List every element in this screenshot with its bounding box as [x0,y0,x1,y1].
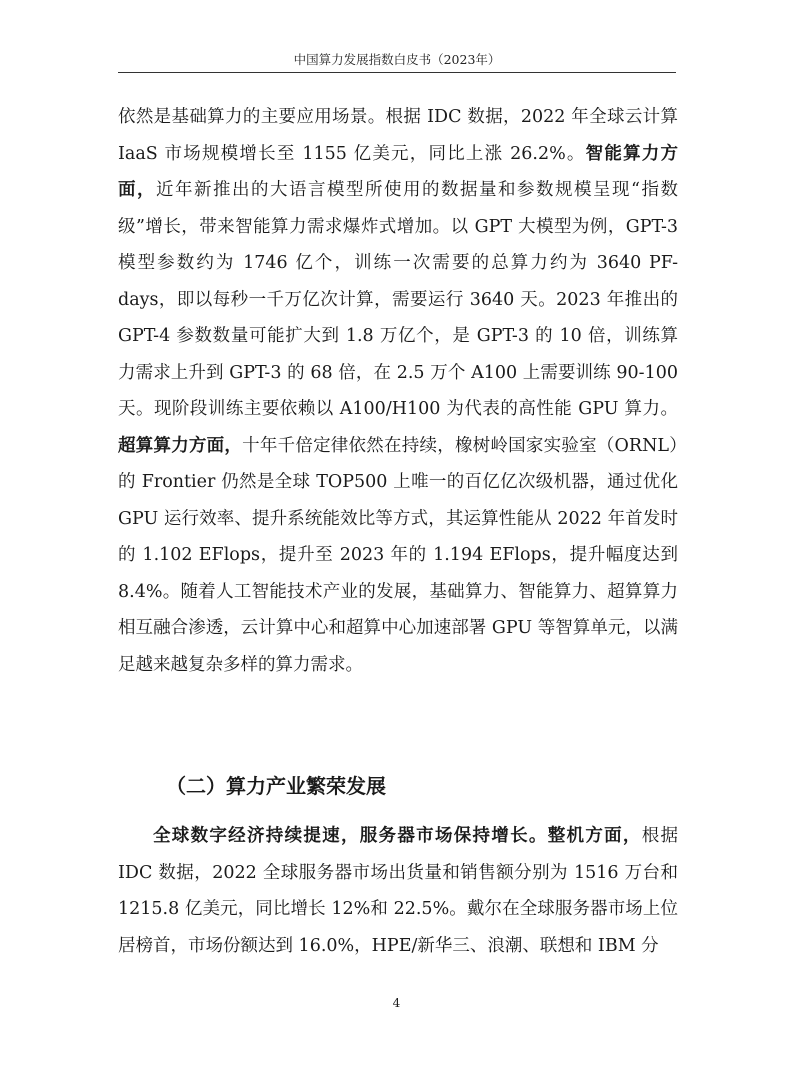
paragraph-supercomputing-text: 十年千倍定律依然在持续，橡树岭国家实验室（ORNL）的 Frontier 仍然是全球 TOP500 上唯一的百亿亿次级机器，通过优化 GPU 运行效率、提升系统能效比等方式，其运算性能从 2022 年首发时的 1.102 EFlops，提升至 2023 年的 1.194 EFlops，提升幅度达到 8.4%。随着人工智能技术产业的发展，基础算力、智能算力、超算算力相互融合渗透，云计算中心和超算中心加速部署 GPU 等智算单元，以满足越来越复杂多样的算力需求。 [118,435,678,675]
paragraph-intro-text: 依然是基础算力的主要应用场景。根据 IDC 数据，2022 年全球云计算 IaaS 市场规模增长至 1155 亿美元，同比上涨 26.2%。 [118,107,678,164]
section-heading: （二）算力产业繁荣发展 [166,774,386,798]
page-header-title: 中国算力发展指数白皮书（2023年） [293,52,501,67]
header-divider [118,72,676,73]
body-paragraph-server-market [118,818,678,964]
page-number: 4 [392,996,401,1010]
paragraph-server-text: 根据 IDC 数据，2022 全球服务器市场出货量和销售额分别为 1516 万台和 1215.8 亿美元，同比增长 12%和 22.5%。戴尔在全球服务器市场上位居榜首，市场份额达到 16.0%，HPE/新华三、浪潮、联想和 IBM 分 [118,826,678,956]
highlight-intelligent-computing: 智能算力方面， [118,143,678,200]
paragraph-intelligent-text: 近年新推出的大语言模型所使用的数据量和参数规模呈现“指数级”增长，带来智能算力需求爆炸式增加。以 GPT 大模型为例，GPT-3 模型参数约为 1746 亿个，训练一次需要的总算力约为 3640 PF-days，即以每秒一千万亿次计算，需要运行 3640 天。2023 年推出的 GPT-4 参数数量可能扩大到 1.8 万亿个，是 GPT-3 的 10 倍，训练算力需求上升到 GPT-3 的 68 倍，在 2.5 万个 A100 上需要训练 90-100 天。现阶段训练主要依赖以 A100/H100 为代表的高性能 GPU 算力。 [118,180,679,419]
highlight-supercomputing: 超算算力方面， [118,435,243,456]
highlight-server-market: 全球数字经济持续提速，服务器市场保持增长。整机方面， [153,826,642,846]
body-paragraph-computing-overview [118,99,678,683]
